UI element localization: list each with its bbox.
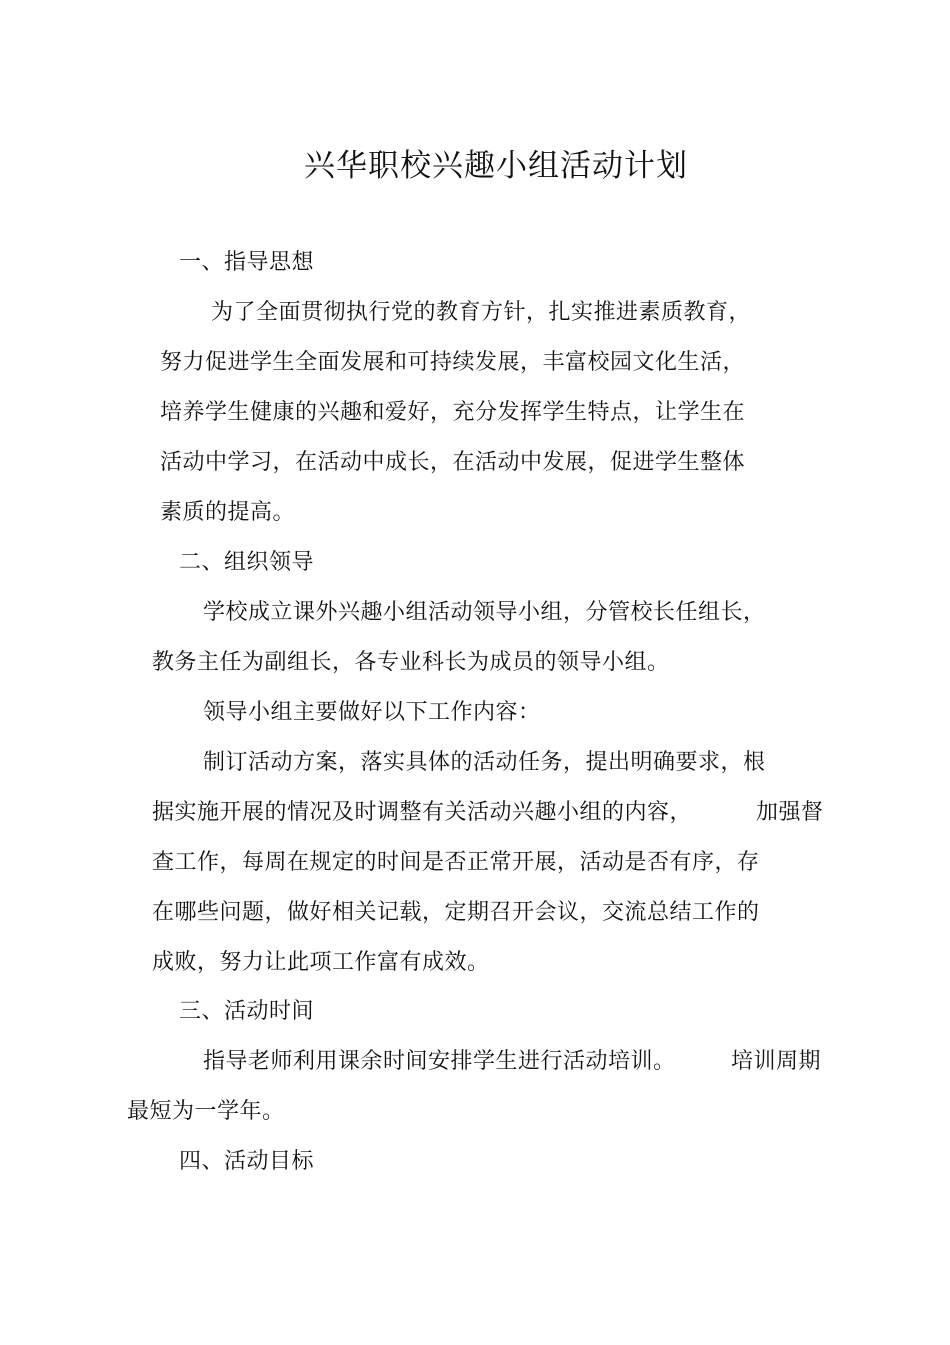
paragraph-line: 成败，努力让此项工作富有成效。	[152, 950, 490, 975]
paragraph-line: 教务主任为副组长，各专业科长为成员的领导小组。	[152, 650, 670, 675]
paragraph-line: 素质的提高。	[160, 500, 296, 525]
paragraph-line: 活动中学习，在活动中成长，在活动中发展，促进学生整体	[160, 450, 746, 475]
paragraph-line: 查工作，每周在规定的时间是否正常开展，活动是否有序，存	[152, 850, 760, 875]
section-heading-organization: 二、组织领导	[179, 550, 315, 575]
section-heading-guiding-thought: 一、指导思想	[179, 250, 315, 275]
paragraph-line: 培养学生健康的兴趣和爱好，充分发挥学生特点，让学生在	[160, 400, 746, 425]
paragraph-line: 学校成立课外兴趣小组活动领导小组，分管校长任组长，	[203, 600, 766, 625]
paragraph-line-fragment: 加强督	[756, 800, 824, 825]
section-heading-activity-goals: 四、活动目标	[179, 1149, 315, 1174]
paragraph-line: 据实施开展的情况及时调整有关活动兴趣小组的内容，	[152, 800, 693, 825]
section-heading-activity-time: 三、活动时间	[179, 999, 315, 1024]
paragraph-line-fragment: 培训周期	[731, 1049, 822, 1074]
paragraph-line: 指导老师利用课余时间安排学生进行活动培训。	[203, 1049, 676, 1074]
paragraph-line: 努力促进学生全面发展和可持续发展，丰富校园文化生活，	[160, 350, 746, 375]
paragraph-line: 制订活动方案，落实具体的活动任务，提出明确要求，根	[203, 750, 766, 775]
paragraph-line: 为了全面贯彻执行党的教育方针，扎实推进素质教育，	[211, 300, 752, 325]
document-title: 兴华职校兴趣小组活动计划	[304, 148, 688, 184]
paragraph-line: 领导小组主要做好以下工作内容：	[203, 700, 541, 725]
paragraph-line: 在哪些问题，做好相关记载，定期召开会议，交流总结工作的	[152, 900, 760, 925]
paragraph-line: 最短为一学年。	[127, 1099, 285, 1124]
